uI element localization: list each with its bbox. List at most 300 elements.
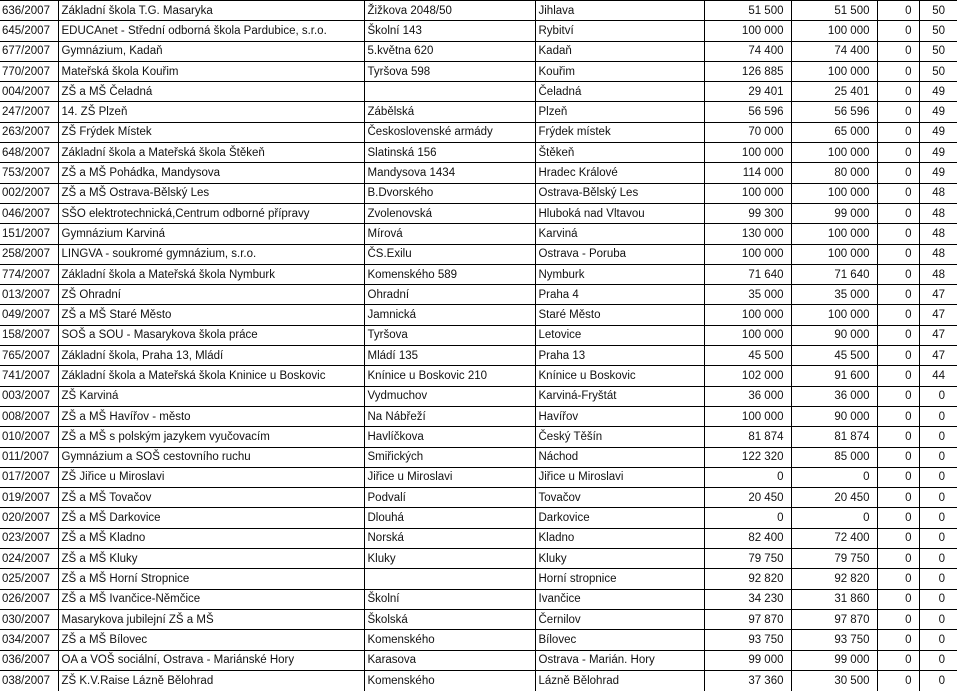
granted-amount-cell: 51 500 [791,1,877,21]
requested-amount-cell: 100 000 [704,244,791,264]
zero-value-cell: 0 [877,630,919,650]
city-cell: Bílovec [535,630,704,650]
table-row [0,609,957,629]
city-cell: Ostrava - Marián. Hory [535,650,704,670]
points-cell: 0 [919,630,957,650]
school-name-cell: ZŠ a MŠ Tovačov [58,488,364,508]
zero-value-cell: 0 [877,102,919,122]
zero-value-cell: 0 [877,203,919,223]
street-cell: Komenského 589 [364,264,535,284]
granted-amount-cell: 56 596 [791,102,877,122]
application-id-cell: 049/2007 [0,305,58,325]
zero-value-cell: 0 [877,467,919,487]
points-cell: 0 [919,650,957,670]
points-cell: 0 [919,609,957,629]
zero-value-cell: 0 [877,549,919,569]
street-cell: Mandysova 1434 [364,163,535,183]
school-name-cell: Základní škola a Mateřská škola Kninice u Boskovic [58,366,364,386]
application-id-cell: 025/2007 [0,569,58,589]
street-cell: Československé armády [364,122,535,142]
zero-value-cell: 0 [877,61,919,81]
table-row [0,386,957,406]
application-id-cell: 741/2007 [0,366,58,386]
requested-amount-cell: 81 874 [704,427,791,447]
city-cell: Štěkeň [535,143,704,163]
granted-amount-cell: 90 000 [791,406,877,426]
city-cell: Černilov [535,609,704,629]
points-cell: 0 [919,569,957,589]
table-row [0,305,957,325]
application-id-cell: 753/2007 [0,163,58,183]
requested-amount-cell: 100 000 [704,325,791,345]
street-cell: Dlouhá [364,508,535,528]
school-name-cell: ZŠ a MŠ Ivančice-Němčice [58,589,364,609]
city-cell: Kadaň [535,41,704,61]
table-row [0,264,957,284]
granted-amount-cell: 36 000 [791,386,877,406]
city-cell: Český Těšín [535,427,704,447]
table-row [0,346,957,366]
table-row [0,1,957,21]
street-cell: 5.května 620 [364,41,535,61]
points-cell: 48 [919,264,957,284]
city-cell: Karviná [535,224,704,244]
city-cell: Staré Město [535,305,704,325]
requested-amount-cell: 99 000 [704,650,791,670]
points-cell: 0 [919,508,957,528]
school-name-cell: Gymnázium Karviná [58,224,364,244]
zero-value-cell: 0 [877,41,919,61]
zero-value-cell: 0 [877,589,919,609]
granted-amount-cell: 79 750 [791,549,877,569]
zero-value-cell: 0 [877,508,919,528]
requested-amount-cell: 102 000 [704,366,791,386]
points-cell: 49 [919,143,957,163]
application-id-cell: 036/2007 [0,650,58,670]
zero-value-cell: 0 [877,366,919,386]
points-cell: 47 [919,305,957,325]
points-cell: 48 [919,244,957,264]
requested-amount-cell: 74 400 [704,41,791,61]
granted-amount-cell: 90 000 [791,325,877,345]
city-cell: Lázně Bělohrad [535,670,704,690]
granted-amount-cell: 71 640 [791,264,877,284]
application-id-cell: 046/2007 [0,203,58,223]
city-cell: Praha 4 [535,285,704,305]
granted-amount-cell: 74 400 [791,41,877,61]
table-row [0,650,957,670]
points-cell: 49 [919,102,957,122]
street-cell: Podvalí [364,488,535,508]
zero-value-cell: 0 [877,244,919,264]
street-cell: Školní 143 [364,21,535,41]
points-cell: 0 [919,447,957,467]
zero-value-cell: 0 [877,285,919,305]
table-row [0,447,957,467]
school-name-cell: ZŠ a MŠ Bílovec [58,630,364,650]
points-cell: 47 [919,285,957,305]
requested-amount-cell: 71 640 [704,264,791,284]
table-row [0,670,957,690]
application-id-cell: 011/2007 [0,447,58,467]
table-row [0,549,957,569]
zero-value-cell: 0 [877,650,919,670]
requested-amount-cell: 79 750 [704,549,791,569]
zero-value-cell: 0 [877,264,919,284]
street-cell: Havlíčkova [364,427,535,447]
application-id-cell: 645/2007 [0,21,58,41]
street-cell: Tyršova [364,325,535,345]
granted-amount-cell: 100 000 [791,244,877,264]
school-name-cell: EDUCAnet - Střední odborná škola Pardubice, s.r.o. [58,21,364,41]
requested-amount-cell: 70 000 [704,122,791,142]
street-cell: Zvolenovská [364,203,535,223]
street-cell: Slatinská 156 [364,143,535,163]
granted-amount-cell: 31 860 [791,589,877,609]
table-row [0,528,957,548]
table-row [0,427,957,447]
school-name-cell: 14. ZŠ Plzeň [58,102,364,122]
zero-value-cell: 0 [877,488,919,508]
zero-value-cell: 0 [877,447,919,467]
requested-amount-cell: 100 000 [704,143,791,163]
points-cell: 50 [919,21,957,41]
school-name-cell: Mateřská škola Kouřim [58,61,364,81]
granted-amount-cell: 97 870 [791,609,877,629]
school-name-cell: SOŠ a SOU - Masarykova škola práce [58,325,364,345]
zero-value-cell: 0 [877,670,919,690]
requested-amount-cell: 122 320 [704,447,791,467]
application-id-cell: 010/2007 [0,427,58,447]
school-name-cell: ZŠ a MŠ s polským jazykem vyučovacím [58,427,364,447]
requested-amount-cell: 82 400 [704,528,791,548]
points-cell: 0 [919,427,957,447]
granted-amount-cell: 80 000 [791,163,877,183]
requested-amount-cell: 93 750 [704,630,791,650]
street-cell: Komenského [364,630,535,650]
table-row [0,406,957,426]
application-id-cell: 774/2007 [0,264,58,284]
points-cell: 47 [919,346,957,366]
points-cell: 50 [919,61,957,81]
street-cell: Zábělská [364,102,535,122]
city-cell: Kladno [535,528,704,548]
school-name-cell: Základní škola T.G. Masaryka [58,1,364,21]
requested-amount-cell: 100 000 [704,305,791,325]
school-name-cell: ZŠ Karviná [58,386,364,406]
city-cell: Darkovice [535,508,704,528]
points-cell: 0 [919,488,957,508]
street-cell: Mládí 135 [364,346,535,366]
city-cell: Kouřim [535,61,704,81]
points-cell: 0 [919,406,957,426]
table-row [0,143,957,163]
granted-amount-cell: 35 000 [791,285,877,305]
zero-value-cell: 0 [877,183,919,203]
zero-value-cell: 0 [877,528,919,548]
school-name-cell: ZŠ a MŠ Kluky [58,549,364,569]
table-row [0,630,957,650]
zero-value-cell: 0 [877,386,919,406]
requested-amount-cell: 29 401 [704,82,791,102]
city-cell: Kluky [535,549,704,569]
granted-amount-cell: 0 [791,508,877,528]
application-id-cell: 003/2007 [0,386,58,406]
city-cell: Horní stropnice [535,569,704,589]
application-id-cell: 258/2007 [0,244,58,264]
city-cell: Hluboká nad Vltavou [535,203,704,223]
street-cell: Na Nábřeží [364,406,535,426]
granted-amount-cell: 25 401 [791,82,877,102]
school-name-cell: ZŠ a MŠ Ostrava-Bělský Les [58,183,364,203]
application-id-cell: 038/2007 [0,670,58,690]
zero-value-cell: 0 [877,305,919,325]
table-row [0,467,957,487]
application-id-cell: 765/2007 [0,346,58,366]
table-row [0,244,957,264]
school-name-cell: OA a VOŠ sociální, Ostrava - Mariánské Hory [58,650,364,670]
table-row [0,366,957,386]
application-id-cell: 013/2007 [0,285,58,305]
table-row [0,183,957,203]
requested-amount-cell: 0 [704,508,791,528]
street-cell: Komenského [364,670,535,690]
table-row [0,488,957,508]
street-cell: Ohradní [364,285,535,305]
school-name-cell: Základní škola, Praha 13, Mládí [58,346,364,366]
school-name-cell: ZŠ a MŠ Pohádka, Mandysova [58,163,364,183]
table-row [0,508,957,528]
granted-amount-cell: 100 000 [791,61,877,81]
granted-amount-cell: 100 000 [791,183,877,203]
application-id-cell: 026/2007 [0,589,58,609]
requested-amount-cell: 100 000 [704,406,791,426]
street-cell: Jiřice u Miroslavi [364,467,535,487]
granted-amount-cell: 45 500 [791,346,877,366]
city-cell: Praha 13 [535,346,704,366]
requested-amount-cell: 99 300 [704,203,791,223]
granted-amount-cell: 20 450 [791,488,877,508]
street-cell: Žižkova 2048/50 [364,1,535,21]
table-row [0,589,957,609]
table-row [0,285,957,305]
zero-value-cell: 0 [877,609,919,629]
school-name-cell: ZŠ K.V.Raise Lázně Bělohrad [58,670,364,690]
street-cell [364,569,535,589]
application-id-cell: 247/2007 [0,102,58,122]
school-name-cell: ZŠ a MŠ Kladno [58,528,364,548]
table-row [0,21,957,41]
points-cell: 50 [919,41,957,61]
grant-table-body [0,1,957,691]
school-name-cell: ZŠ a MŠ Staré Město [58,305,364,325]
application-id-cell: 636/2007 [0,1,58,21]
street-cell: Školní [364,589,535,609]
granted-amount-cell: 100 000 [791,21,877,41]
city-cell: Letovice [535,325,704,345]
street-cell [364,82,535,102]
application-id-cell: 263/2007 [0,122,58,142]
granted-amount-cell: 92 820 [791,569,877,589]
application-id-cell: 019/2007 [0,488,58,508]
requested-amount-cell: 51 500 [704,1,791,21]
granted-amount-cell: 99 000 [791,203,877,223]
city-cell: Ostrava-Bělský Les [535,183,704,203]
zero-value-cell: 0 [877,143,919,163]
table-row [0,82,957,102]
zero-value-cell: 0 [877,325,919,345]
points-cell: 47 [919,325,957,345]
table-row [0,41,957,61]
granted-amount-cell: 30 500 [791,670,877,690]
application-id-cell: 151/2007 [0,224,58,244]
points-cell: 48 [919,224,957,244]
requested-amount-cell: 37 360 [704,670,791,690]
school-name-cell: Gymnázium a SOŠ cestovního ruchu [58,447,364,467]
points-cell: 50 [919,1,957,21]
table-row [0,569,957,589]
requested-amount-cell: 45 500 [704,346,791,366]
table-row [0,203,957,223]
school-name-cell: ZŠ a MŠ Darkovice [58,508,364,528]
requested-amount-cell: 34 230 [704,589,791,609]
requested-amount-cell: 35 000 [704,285,791,305]
application-id-cell: 034/2007 [0,630,58,650]
granted-amount-cell: 93 750 [791,630,877,650]
street-cell: ČS.Exilu [364,244,535,264]
application-id-cell: 004/2007 [0,82,58,102]
zero-value-cell: 0 [877,427,919,447]
school-name-cell: ZŠ Frýdek Místek [58,122,364,142]
application-id-cell: 002/2007 [0,183,58,203]
zero-value-cell: 0 [877,406,919,426]
requested-amount-cell: 126 885 [704,61,791,81]
street-cell: B.Dvorského [364,183,535,203]
school-name-cell: Základní škola a Mateřská škola Nymburk [58,264,364,284]
points-cell: 0 [919,386,957,406]
city-cell: Čeladná [535,82,704,102]
city-cell: Knínice u Boskovic [535,366,704,386]
granted-amount-cell: 0 [791,467,877,487]
points-cell: 48 [919,183,957,203]
points-cell: 49 [919,82,957,102]
table-row [0,102,957,122]
granted-amount-cell: 65 000 [791,122,877,142]
application-id-cell: 020/2007 [0,508,58,528]
points-cell: 0 [919,670,957,690]
city-cell: Náchod [535,447,704,467]
zero-value-cell: 0 [877,1,919,21]
city-cell: Ivančice [535,589,704,609]
points-cell: 44 [919,366,957,386]
points-cell: 0 [919,467,957,487]
school-name-cell: ZŠ Jiřice u Miroslavi [58,467,364,487]
table-row [0,163,957,183]
street-cell: Vydmuchov [364,386,535,406]
granted-amount-cell: 99 000 [791,650,877,670]
street-cell: Norská [364,528,535,548]
street-cell: Kluky [364,549,535,569]
city-cell: Frýdek místek [535,122,704,142]
points-cell: 0 [919,589,957,609]
table-row [0,325,957,345]
street-cell: Mírová [364,224,535,244]
zero-value-cell: 0 [877,346,919,366]
school-name-cell: Masarykova jubilejní ZŠ a MŠ [58,609,364,629]
table-row [0,61,957,81]
street-cell: Tyršova 598 [364,61,535,81]
application-id-cell: 030/2007 [0,609,58,629]
application-id-cell: 677/2007 [0,41,58,61]
requested-amount-cell: 0 [704,467,791,487]
points-cell: 49 [919,163,957,183]
granted-amount-cell: 85 000 [791,447,877,467]
zero-value-cell: 0 [877,82,919,102]
granted-amount-cell: 100 000 [791,143,877,163]
requested-amount-cell: 56 596 [704,102,791,122]
application-id-cell: 008/2007 [0,406,58,426]
school-name-cell: ZŠ a MŠ Čeladná [58,82,364,102]
granted-amount-cell: 100 000 [791,224,877,244]
requested-amount-cell: 100 000 [704,183,791,203]
street-cell: Školská [364,609,535,629]
school-name-cell: ZŠ a MŠ Horní Stropnice [58,569,364,589]
application-id-cell: 017/2007 [0,467,58,487]
zero-value-cell: 0 [877,224,919,244]
application-id-cell: 024/2007 [0,549,58,569]
city-cell: Jihlava [535,1,704,21]
points-cell: 0 [919,528,957,548]
school-name-cell: Gymnázium, Kadaň [58,41,364,61]
application-id-cell: 648/2007 [0,143,58,163]
requested-amount-cell: 36 000 [704,386,791,406]
city-cell: Jiřice u Miroslavi [535,467,704,487]
table-row [0,224,957,244]
school-name-cell: SŠO elektrotechnická,Centrum odborné přípravy [58,203,364,223]
zero-value-cell: 0 [877,122,919,142]
requested-amount-cell: 114 000 [704,163,791,183]
points-cell: 0 [919,549,957,569]
points-cell: 49 [919,122,957,142]
city-cell: Hradec Králové [535,163,704,183]
application-id-cell: 770/2007 [0,61,58,81]
granted-amount-cell: 72 400 [791,528,877,548]
requested-amount-cell: 97 870 [704,609,791,629]
city-cell: Plzeň [535,102,704,122]
street-cell: Knínice u Boskovic 210 [364,366,535,386]
city-cell: Karviná-Fryštát [535,386,704,406]
street-cell: Karasova [364,650,535,670]
school-name-cell: ZŠ a MŠ Havířov - město [58,406,364,426]
requested-amount-cell: 20 450 [704,488,791,508]
points-cell: 48 [919,203,957,223]
zero-value-cell: 0 [877,569,919,589]
requested-amount-cell: 100 000 [704,21,791,41]
city-cell: Tovačov [535,488,704,508]
city-cell: Rybitví [535,21,704,41]
granted-amount-cell: 81 874 [791,427,877,447]
granted-amount-cell: 91 600 [791,366,877,386]
granted-amount-cell: 100 000 [791,305,877,325]
street-cell: Jamnická [364,305,535,325]
city-cell: Nymburk [535,264,704,284]
street-cell: Smiřických [364,447,535,467]
zero-value-cell: 0 [877,163,919,183]
zero-value-cell: 0 [877,21,919,41]
application-id-cell: 023/2007 [0,528,58,548]
requested-amount-cell: 92 820 [704,569,791,589]
table-row [0,122,957,142]
